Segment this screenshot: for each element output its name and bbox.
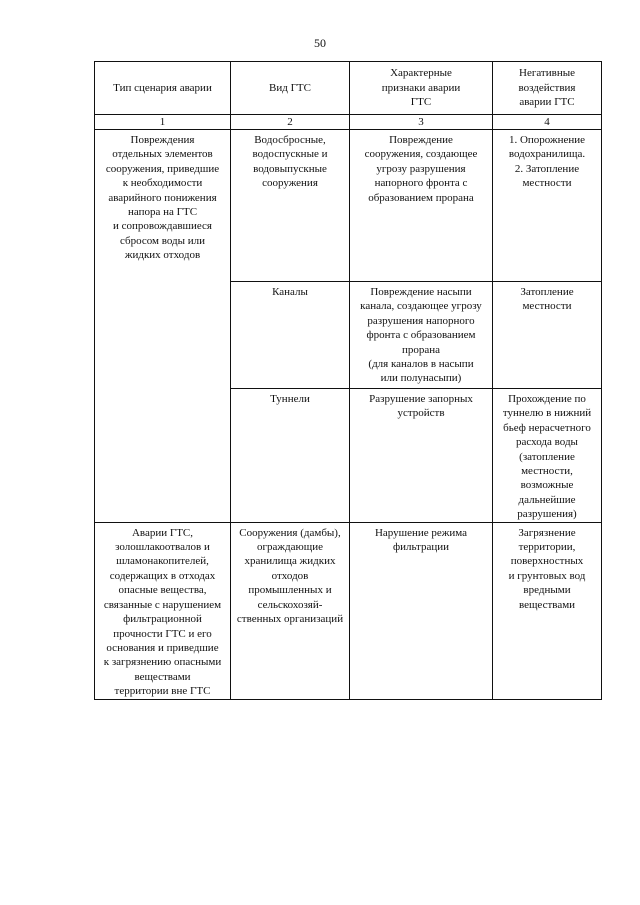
signs-cell: Нарушение режима фильтрации: [350, 522, 493, 699]
header-structure-type: Вид ГТС: [231, 62, 350, 115]
structure-type-cell: Туннели: [231, 389, 350, 523]
impacts-cell: 1. Опорожнение водохранилища. 2. Затопление местности: [493, 130, 602, 282]
signs-cell: Повреждение сооружения, создающее угрозу разрушения напорного фронта с образованием прорана: [350, 130, 493, 282]
scenario-cell: Повреждения отдельных элементов сооружения, приведшие к необходимости аварийного понижения напора на ГТС и сопровождавшиеся сбросом воды или жидких отходов: [95, 130, 231, 523]
accident-scenarios-table: [94, 61, 602, 700]
impacts-cell: Загрязнение территории, поверхностных и грунтовых вод вредными веществами: [493, 522, 602, 699]
structure-type-cell: Каналы: [231, 282, 350, 389]
header-signs: Характерные признаки аварии ГТС: [350, 62, 493, 115]
impacts-cell: Прохождение по туннелю в нижний бьеф нерасчетного расхода воды (затопление местности, возможные дальнейшие разрушения): [493, 389, 602, 523]
signs-cell: Разрушение запорных устройств: [350, 389, 493, 523]
column-number: 2: [231, 115, 350, 130]
impacts-cell: Затопление местности: [493, 282, 602, 389]
column-number: 4: [493, 115, 602, 130]
table-row: [95, 522, 602, 699]
column-number: 1: [95, 115, 231, 130]
header-impacts: Негативные воздействия аварии ГТС: [493, 62, 602, 115]
structure-type-cell: Сооружения (дамбы), ограждающие хранилища жидких отходов промышленных и сельскохозяй- ственных организаций: [231, 522, 350, 699]
scenario-cell: Аварии ГТС, золошлакоотвалов и шламонакопителей, содержащих в отходах опасные вещества, связанные с нарушением фильтрационной прочности ГТС и его основания и приведшие к загрязнению опасными веществами территории вне ГТС: [95, 522, 231, 699]
table-row: [95, 130, 602, 282]
structure-type-cell: Водосбросные, водоспускные и водовыпускные сооружения: [231, 130, 350, 282]
header-scenario-type: Тип сценария аварии: [95, 62, 231, 115]
column-number: 3: [350, 115, 493, 130]
signs-cell: Повреждение насыпи канала, создающее угрозу разрушения напорного фронта с образованием прорана (для каналов в насыпи или полунасыпи): [350, 282, 493, 389]
page-number: 50: [314, 36, 326, 50]
header-row: [95, 62, 602, 115]
column-number-row: [95, 115, 602, 130]
